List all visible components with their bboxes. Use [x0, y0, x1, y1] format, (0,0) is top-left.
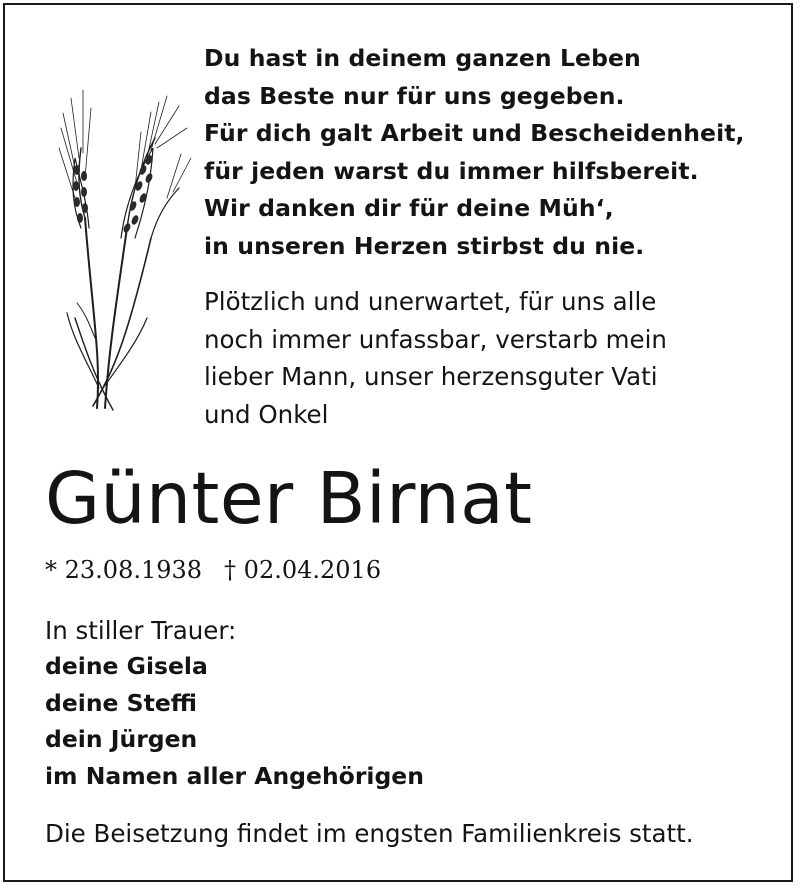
mourner: deine Steffi: [45, 688, 197, 717]
announcement-line: und Onkel: [204, 399, 329, 429]
mourner: im Namen aller Angehörigen: [45, 761, 424, 790]
mourner: dein Jürgen: [45, 725, 198, 753]
death-date: † 02.04.2016: [224, 556, 382, 584]
mourners-list: [45, 648, 424, 794]
poem: [204, 40, 745, 265]
poem-line: für jeden warst du immer hilfsbereit.: [204, 156, 699, 185]
announcement-text: [204, 283, 667, 433]
funeral-note: Die Beisetzung findet im engsten Familienkreis statt.: [45, 819, 694, 848]
announcement-line: noch immer unfassbar, verstarb mein: [204, 324, 667, 354]
deceased-name: Günter Birnat: [45, 457, 533, 540]
birth-date: * 23.08.1938: [45, 556, 203, 584]
mourning-label: In stiller Trauer:: [45, 616, 237, 645]
life-dates: [45, 553, 381, 587]
poem-line: in unseren Herzen stirbst du nie.: [204, 231, 645, 260]
announcement-line: Plötzlich und unerwartet, für uns alle: [204, 287, 657, 316]
poem-line: Du hast in deinem ganzen Leben: [204, 44, 641, 72]
poem-line: Wir danken dir für deine Müh‘,: [204, 194, 614, 222]
announcement-line: lieber Mann, unser herzensguter Vati: [204, 362, 658, 391]
mourner: deine Gisela: [45, 652, 208, 680]
wheat-ears-icon: [55, 88, 195, 428]
poem-line: Für dich galt Arbeit und Bescheidenheit,: [204, 119, 745, 147]
poem-line: das Beste nur für uns gegeben.: [204, 81, 625, 110]
